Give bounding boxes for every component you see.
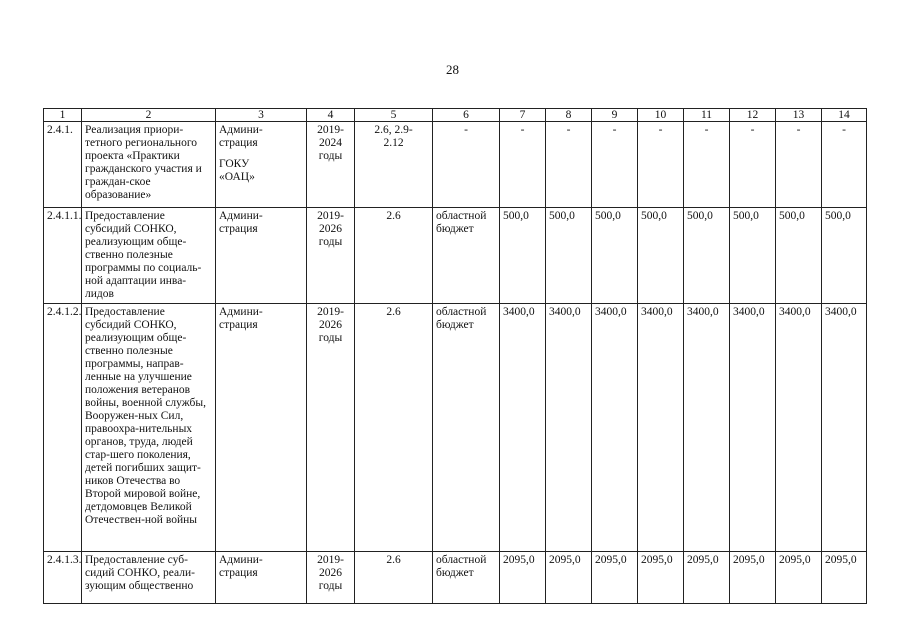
term-line: годы <box>318 236 343 248</box>
item-term <box>307 552 355 604</box>
item-value-year-3: 3400,0 <box>592 304 638 552</box>
column-header-2: 2 <box>82 109 216 122</box>
item-indicator: 2.6, 2.9- 2.12 <box>355 122 433 208</box>
item-value-year-7: 500,0 <box>776 208 822 304</box>
table-row <box>44 208 867 304</box>
executor-line: Админи- <box>219 554 263 566</box>
program-activities-table <box>43 108 867 604</box>
item-executor <box>216 304 307 552</box>
item-number: 2.4.1.3. <box>44 552 82 604</box>
item-value-year-2: 3400,0 <box>546 304 592 552</box>
column-header-7: 7 <box>500 109 546 122</box>
term-line: годы <box>318 332 343 344</box>
item-value-year-4: 3400,0 <box>638 304 684 552</box>
executor-line: страция <box>219 567 258 579</box>
item-number: 2.4.1.1. <box>44 208 82 304</box>
executor-line: страция <box>219 319 258 331</box>
item-name: Реализация приори-тетного регионального проекта «Практики гражданского участия и граждан-ское образование» <box>82 122 216 208</box>
item-value-year-6: 2095,0 <box>730 552 776 604</box>
item-value-year-6: - <box>730 122 776 208</box>
column-header-4: 4 <box>307 109 355 122</box>
item-term <box>307 122 355 208</box>
item-funding-source: областной бюджет <box>433 304 500 552</box>
item-executor <box>216 208 307 304</box>
item-value-year-1: 500,0 <box>500 208 546 304</box>
executor-line: страция <box>219 223 258 235</box>
item-value-year-4: 2095,0 <box>638 552 684 604</box>
executor-line: Админи- <box>219 306 263 318</box>
item-value-year-2: 500,0 <box>546 208 592 304</box>
term-line: 2026 <box>319 567 342 579</box>
item-indicator: 2.6 <box>355 304 433 552</box>
item-funding-source: областной бюджет <box>433 552 500 604</box>
term-line: годы <box>318 150 343 162</box>
term-line: 2024 <box>319 137 342 149</box>
term-line: 2019- <box>317 124 344 136</box>
item-indicator: 2.6 <box>355 552 433 604</box>
item-value-year-5: - <box>684 122 730 208</box>
item-executor <box>216 122 307 208</box>
term-line: 2026 <box>319 319 342 331</box>
item-value-year-2: 2095,0 <box>546 552 592 604</box>
item-value-year-1: 2095,0 <box>500 552 546 604</box>
column-header-5: 5 <box>355 109 433 122</box>
item-executor <box>216 552 307 604</box>
item-value-year-2: - <box>546 122 592 208</box>
table-row <box>44 552 867 604</box>
executor-line: Админи- <box>219 210 263 222</box>
column-header-13: 13 <box>776 109 822 122</box>
item-number: 2.4.1.2. <box>44 304 82 552</box>
item-value-year-6: 3400,0 <box>730 304 776 552</box>
term-line: 2019- <box>317 554 344 566</box>
column-header-12: 12 <box>730 109 776 122</box>
table-row <box>44 304 867 552</box>
item-value-year-5: 3400,0 <box>684 304 730 552</box>
item-name: Предоставление суб-сидий СОНКО, реали-зующим общественно <box>82 552 216 604</box>
column-header-3: 3 <box>216 109 307 122</box>
item-number: 2.4.1. <box>44 122 82 208</box>
item-value-year-4: 500,0 <box>638 208 684 304</box>
item-value-year-8: 500,0 <box>822 208 867 304</box>
item-value-year-8: 2095,0 <box>822 552 867 604</box>
column-header-6: 6 <box>433 109 500 122</box>
item-funding-source: областной бюджет <box>433 208 500 304</box>
item-value-year-6: 500,0 <box>730 208 776 304</box>
item-value-year-7: - <box>776 122 822 208</box>
item-value-year-3: 500,0 <box>592 208 638 304</box>
term-line: 2019- <box>317 306 344 318</box>
item-name: Предоставление субсидий СОНКО, реализующим обще-ственно полезные программы, направ-ленные на улучшение положения ветеранов войны, военной службы, Вооружен-ных Сил, правоохра-нительных органов, труда, людей стар-шего поколения, детей погибших защит-ников Отечества во Второй мировой войне, детдомовцев Великой Отечествен-ной войны <box>82 304 216 552</box>
item-value-year-1: 3400,0 <box>500 304 546 552</box>
item-value-year-8: 3400,0 <box>822 304 867 552</box>
column-header-9: 9 <box>592 109 638 122</box>
page-number: 28 <box>446 62 459 77</box>
column-header-10: 10 <box>638 109 684 122</box>
item-name: Предоставление субсидий СОНКО, реализующим обще-ственно полезные программы по социаль-ной адаптации инва-лидов <box>82 208 216 304</box>
table-row <box>44 122 867 208</box>
item-value-year-1: - <box>500 122 546 208</box>
item-indicator: 2.6 <box>355 208 433 304</box>
item-value-year-3: 2095,0 <box>592 552 638 604</box>
term-line: 2019- <box>317 210 344 222</box>
term-line: 2026 <box>319 223 342 235</box>
item-value-year-3: - <box>592 122 638 208</box>
table-body <box>44 122 867 604</box>
item-value-year-5: 500,0 <box>684 208 730 304</box>
item-value-year-8: - <box>822 122 867 208</box>
item-value-year-7: 3400,0 <box>776 304 822 552</box>
executor-line: «ОАЦ» <box>219 171 255 183</box>
item-value-year-7: 2095,0 <box>776 552 822 604</box>
item-value-year-5: 2095,0 <box>684 552 730 604</box>
executor-line: Админи- <box>219 124 263 136</box>
column-header-1: 1 <box>44 109 82 122</box>
item-term <box>307 208 355 304</box>
executor-line: ГОКУ <box>219 158 250 170</box>
column-header-8: 8 <box>546 109 592 122</box>
column-header-11: 11 <box>684 109 730 122</box>
item-term <box>307 304 355 552</box>
term-line: годы <box>318 580 343 592</box>
executor-line: страция <box>219 137 258 149</box>
item-funding-source: - <box>433 122 500 208</box>
item-value-year-4: - <box>638 122 684 208</box>
column-header-14: 14 <box>822 109 867 122</box>
header-row <box>44 109 867 122</box>
